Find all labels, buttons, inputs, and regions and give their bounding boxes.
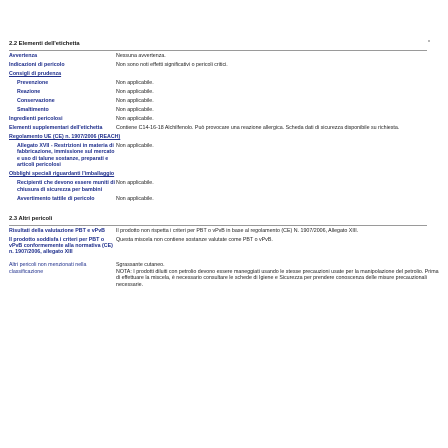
row-label: Conservazione <box>17 97 55 104</box>
row-value: Non applicabile. <box>116 115 154 122</box>
row-elementi-supplementari <box>9 125 439 131</box>
subheading-imballaggio: Obblighi speciali riguardanti l'imballaggio <box>9 171 115 178</box>
spacer <box>9 205 439 216</box>
row-value: Non applicabile. <box>116 88 154 95</box>
row-reazione <box>9 89 439 95</box>
section-2-2-title: 2.2 Elementi dell'etichetta <box>9 41 80 47</box>
row-ingredienti <box>9 116 439 122</box>
subheading-consigli-prudenza: Consigli di prudenza <box>9 71 62 77</box>
row-label: Recipienti che devono essere muniti di chiusura di sicurezza per bambini <box>17 180 116 193</box>
row-label: Il prodotto soddisfa i criteri per PBT o vPvB conformemente alla normativa (CE) n. 1907/2006, allegato XIII <box>9 236 113 256</box>
row-value: Non applicabile. <box>116 79 154 86</box>
row-pbt-risultati <box>9 228 439 234</box>
row-label: Elementi supplementari dell'etichetta <box>9 124 103 131</box>
row-value: Non applicabile. <box>116 142 154 149</box>
row-value: Contiene C14-16-18 Alchilfenolo. Può provocare una reazione allergica. Scheda dati di sicurezza disponibile su richiesta. <box>116 124 400 131</box>
sds-document <box>9 41 439 291</box>
row-label: Reazione <box>17 88 41 95</box>
row-altri-pericoli <box>9 262 439 288</box>
row-smaltimento <box>9 107 439 113</box>
row-label: Smaltimento <box>17 106 49 113</box>
section-divider <box>9 50 427 51</box>
row-value: Non applicabile. <box>116 180 154 187</box>
row-label: Risultati della valutazione PBT e vPvB <box>9 227 105 234</box>
section-divider <box>9 225 427 226</box>
row-conservazione <box>9 98 439 104</box>
row-avvertimento-tattile <box>9 196 439 202</box>
row-avvertenza <box>9 53 439 59</box>
row-value: Non applicabile. <box>116 97 154 104</box>
row-label: Prevenzione <box>17 79 49 86</box>
row-pbt-criteri <box>9 237 439 256</box>
row-prevenzione <box>9 80 439 86</box>
section-2-3-title: 2.3 Altri pericoli <box>9 215 53 222</box>
row-label: Ingredienti pericolosi <box>9 115 63 122</box>
row-value: Il prodotto non rispetta i criteri per PBT o vPvB in base al regolamento (CE) N. 1907/2006, Allegato XIII. <box>116 227 359 234</box>
row-label: Indicazioni di pericolo <box>9 62 65 68</box>
row-label: Altri pericoli non menzionati nella classificazione <box>9 262 87 275</box>
row-allegato-xvii <box>9 143 439 169</box>
row-value: Non applicabile. <box>116 106 154 113</box>
row-label: Avvertenza <box>9 53 38 59</box>
row-value: Non sono noti effetti significativi o pericoli critici. <box>116 62 228 68</box>
row-label: Allegato XVII - Restrizioni in materia di fabbricazione, immissione sul mercato e uso di talune sostanze, preparati e articoli pericolosi <box>17 142 115 169</box>
row-recipienti <box>9 180 439 193</box>
row-indicazioni <box>9 62 439 68</box>
row-value: Questa miscela non contiene sostanze valutate come PBT o vPvB. <box>116 236 273 243</box>
row-value: Non applicabile. <box>116 195 154 202</box>
row-value: Sgrassante cutaneo. NOTA: I prodotti diluiti con petrolio devono essere maneggiati usando le stesse precauzioni usate per la manipolazione del petrolio. Prima di effettuare la miscela, è necessario consultare le schede di Igiene e Sicurezza per prendere conoscenza delle misure precauzionali necessarie. <box>116 262 439 288</box>
row-value: Nessuna avvertenza. <box>116 53 166 59</box>
subheading-reach: Regolamento UE (CE) n. 1907/2006 (REACH) <box>9 133 121 140</box>
row-label: Avvertimento tattile di pericolo <box>17 195 95 202</box>
